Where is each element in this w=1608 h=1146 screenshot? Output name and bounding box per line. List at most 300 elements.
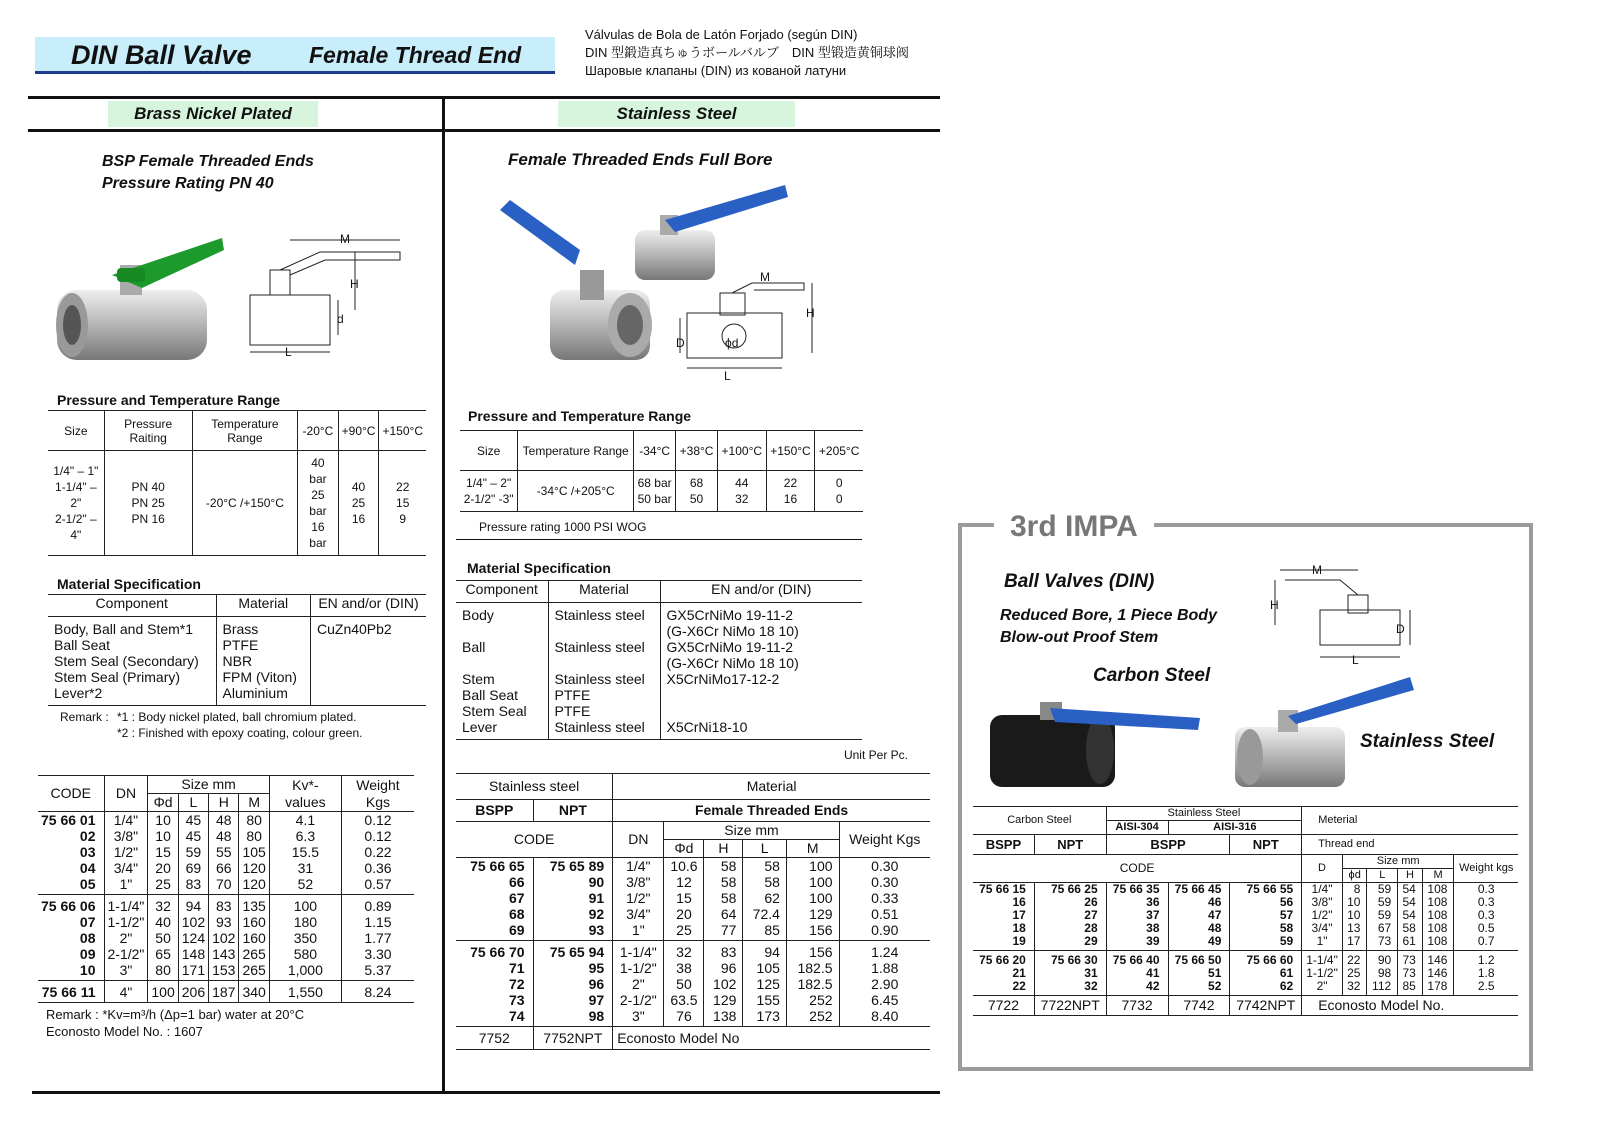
c3-cell [717,471,766,512]
col-header: NPT [533,800,613,822]
text-line: Blow-out Proof Stem [1000,629,1159,646]
col-header: +150°C [379,411,426,451]
table-cell: 75 66 06 [38,895,104,915]
table-cell: 20 [148,860,178,876]
table-cell: 56 [1230,896,1302,909]
table-cell: 58 [743,874,787,890]
table-cell: 45 [178,828,208,844]
table-cell: 85 [743,922,787,941]
table-cell: 0.90 [839,922,930,941]
table-row [38,981,414,1003]
table-cell: 6.45 [839,992,930,1008]
ratings-cell [104,451,192,556]
remark: *1 : Body nickel plated, ball chromium plated. [117,710,357,724]
col-header: ϕd [1342,869,1367,883]
table-cell: 75 66 45 [1168,883,1230,897]
text-line: Brass [222,621,259,637]
table-cell: 6.3 [269,828,341,844]
c2-cell [676,471,718,512]
table-cell: 57 [1230,909,1302,922]
col-header: EN and/or (DIN) [311,595,427,617]
table-row [456,874,930,890]
model-label: Econosto Model No [613,1027,930,1050]
table-cell: 74 [509,1008,525,1024]
table-cell: 93 [209,914,239,930]
text-line: Ball [462,639,486,655]
text-line: 25 bar [309,488,327,518]
dim-label-h: H [806,306,815,320]
carbon-steel-valve-image [985,690,1210,795]
table-cell: 10 [148,828,178,844]
table-row [456,992,930,1008]
table-cell: 39 [1106,935,1168,951]
table-cell: 13 [1342,922,1367,935]
text-line: Reduced Bore, 1 Piece Body [1000,607,1217,624]
table-cell: 17 [1342,935,1367,951]
table-cell: 8.24 [341,981,414,1003]
divider [28,96,940,99]
table-cell: 19 [1012,934,1026,948]
table-cell: 1/4" [613,858,664,875]
table-cell: 1.88 [839,960,930,976]
material-title: Material Specification [57,576,201,592]
text-line: Lever*2 [54,685,103,701]
left-heading [102,151,314,195]
text-line: 22 [396,480,410,494]
table-cell: 182.5 [786,976,839,992]
table-cell: 4" [104,981,148,1003]
table-cell: 90 [1367,951,1398,968]
table-cell: 68 [509,906,525,922]
table-cell: 29 [1034,935,1106,951]
table-cell: 1-1/2" [613,960,664,976]
dim-label-l: L [724,369,731,383]
table-row [973,980,1518,996]
table-cell: 0.36 [341,860,414,876]
model-code: 7742NPT [1230,996,1302,1016]
table-cell: 3" [104,962,148,981]
table-cell: 182.5 [786,960,839,976]
divider [32,1091,940,1094]
col-header: H [209,794,239,812]
table-cell: 48 [1168,922,1230,935]
table-cell: 153 [209,962,239,981]
table-cell: 55 [209,844,239,860]
table-cell: 52 [1168,980,1230,996]
col-header: D [1302,855,1343,883]
table-cell: 72.4 [743,906,787,922]
table-cell: 58 [743,858,787,875]
table-cell: 75 65 94 [533,941,613,961]
table-cell: 100 [786,890,839,906]
title-spanish: Válvulas de Bola de Latón Forjado (según DIN) [585,27,858,42]
table-cell: 09 [79,946,96,962]
table-row [38,962,414,981]
table-cell: 90 [533,874,613,890]
range-cell: -20°C /+150°C [192,451,298,556]
col-header: DN [104,776,148,812]
impa-features [1000,605,1217,649]
table-cell: 252 [786,1008,839,1027]
table-row [456,890,930,906]
table-row [456,906,930,922]
table-cell: 16 [1012,895,1026,909]
table-cell: 3/8" [1302,896,1343,909]
table-cell: 07 [79,914,96,930]
table-cell: 59 [1367,909,1398,922]
remark: *2 : Finished with epoxy coating, colour green. [117,726,363,740]
table-cell: 1.2 [1454,951,1518,968]
impa-code-table [973,806,1518,1016]
middle-pressure-table [460,430,863,512]
table-cell: 73 [1398,951,1423,968]
table-cell: 105 [239,844,269,860]
table-cell: 15.5 [269,844,341,860]
table-cell: 25 [664,922,704,941]
col-header: Stainless steel [456,774,613,800]
table-cell: 32 [148,895,178,915]
table-cell: 75 66 01 [41,812,96,828]
table-cell: 22 [1342,951,1367,968]
table-cell: 05 [79,876,96,892]
table-row [38,812,414,829]
table-cell: 108 [1422,922,1454,935]
text-line: Aluminium [222,685,288,701]
table-cell: 61 [1398,935,1423,951]
table-cell: 580 [269,946,341,962]
table-cell: 0.12 [341,828,414,844]
table-cell: 54 [1398,896,1423,909]
col-header: BSPP [1106,835,1230,855]
middle-material-table [456,580,862,740]
col-header: L [178,794,208,812]
text-line: 15 [396,496,410,510]
text-line: Ball Seat [462,687,519,703]
table-cell: 58 [704,890,743,906]
page-title: DIN Ball Valve [71,40,252,70]
col-header: L [1367,869,1398,883]
col-header: M [786,840,839,858]
text-line: 44 [735,476,749,490]
table-row [38,828,414,844]
table-cell: 02 [79,828,96,844]
sizes-cell [460,471,518,512]
unit-label: Unit Per Pc. [843,748,908,762]
table-cell: 66 [509,874,525,890]
table-cell: 17 [1012,908,1026,922]
table-cell: 75 66 55 [1230,883,1302,897]
table-cell: 40 [148,914,178,930]
full-bore-dimension-diagram [672,268,822,383]
table-cell: 340 [239,981,269,1003]
remark-label: Remark : [60,710,109,724]
kv-remark: Remark : *Kv=m³/h (Δp=1 bar) water at 20°C [46,1007,305,1022]
section-stainless: Stainless Steel [558,101,795,127]
table-cell: 32 [1034,980,1106,996]
middle-heading: Female Threaded Ends Full Bore [508,150,773,169]
text-line: 68 [689,476,704,490]
col-header: Component [456,581,548,603]
text-line: FPM (Viton) [222,669,297,685]
col-header: Component [48,595,216,617]
table-cell: 95 [533,960,613,976]
table-cell: 32 [664,941,704,961]
text-line: Stainless steel [554,607,645,623]
text-line: GX5CrNiMo 19-11-2 [666,639,794,655]
components-cell [48,617,216,706]
text-line: 50 [689,492,704,506]
table-cell: 1-1/4" [1302,951,1343,968]
table-cell: 3/8" [104,828,148,844]
pressure-table [48,410,426,556]
table-cell: 58 [704,858,743,875]
table-cell: 156 [786,922,839,941]
col-header: BSPP [973,835,1034,855]
text-line: 68 bar [637,476,672,490]
table-cell: 160 [239,930,269,946]
table-cell: 5.37 [341,962,414,981]
range-cell: -34°C /+205°C [518,471,634,512]
text-line: PTFE [554,687,591,703]
text-line: Ball Seat [54,637,111,653]
table-cell: 76 [664,1008,704,1027]
col-header: Size [460,431,518,471]
table-cell: 100 [269,895,341,915]
table-cell: 1.8 [1454,967,1518,980]
text-line: PN 16 [131,512,165,526]
table-row [38,946,414,962]
table-cell: 91 [533,890,613,906]
table-cell: 1" [1302,935,1343,951]
col-header: M [1422,869,1454,883]
text-line: 16 [351,512,366,526]
table-cell: 28 [1034,922,1106,935]
table-row [38,914,414,930]
c1-cell [298,451,338,556]
table-cell: 93 [533,922,613,941]
table-cell: 206 [178,981,208,1003]
table-cell: 45 [178,812,208,829]
text-line: Stem [462,671,495,687]
table-cell: 49 [1168,935,1230,951]
materials-cell [216,617,311,706]
table-cell: 100 [148,981,178,1003]
table-cell: 171 [178,962,208,981]
table-cell: 3/4" [1302,922,1343,935]
table-cell: 83 [209,895,239,915]
model-code: 7752 [456,1027,533,1050]
table-cell: 0.22 [341,844,414,860]
table-row [456,960,930,976]
table-cell: 10 [1342,909,1367,922]
text-line: 16 [783,492,798,506]
col-header: Φd [664,840,704,858]
divider [456,539,862,540]
table-cell: 26 [1034,896,1106,909]
table-cell: 10 [79,962,96,978]
heading-line: Pressure Rating PN 40 [102,175,274,192]
table-cell: 27 [1034,909,1106,922]
col-header: Carbon Steel [973,807,1106,835]
table-cell: 59 [1230,935,1302,951]
table-cell: 102 [178,914,208,930]
table-cell: 8 [1342,883,1367,897]
table-cell: 75 66 65 [470,858,525,874]
table-cell: 1/2" [613,890,664,906]
table-cell: 72 [509,976,525,992]
table-cell: 31 [1034,967,1106,980]
table-cell: 51 [1168,967,1230,980]
table-cell: 105 [743,960,787,976]
table-cell: 94 [743,941,787,961]
table-cell: 1.24 [839,941,930,961]
col-header: Weight kgs [1454,855,1518,883]
text-line: 1/4" – 1" [53,464,99,478]
table-row [38,895,414,915]
table-cell: 3/8" [613,874,664,890]
table-cell: 32 [1342,980,1367,996]
col-header: Temperature Range [518,431,634,471]
dim-label-d: D [1396,622,1405,636]
text-line: 50 bar [637,492,672,506]
table-cell: 75 66 30 [1034,951,1106,968]
table-cell: 75 66 60 [1230,951,1302,968]
divider [442,96,445,1093]
table-cell: 38 [1106,922,1168,935]
text-line: 40 [351,480,366,494]
text-line: Stainless steel [554,639,645,655]
table-row [38,860,414,876]
table-cell: 135 [239,895,269,915]
model-number: Econosto Model No. : 1607 [46,1024,203,1039]
table-cell: 1-1/2" [1302,967,1343,980]
middle-column [456,408,930,1050]
table-row [38,930,414,946]
col-header: CODE [456,822,613,858]
table-cell: 129 [704,992,743,1008]
section-brass: Brass Nickel Plated [108,101,318,127]
table-cell: 64 [704,906,743,922]
table-cell: 75 66 11 [38,981,104,1003]
table-cell: 12 [664,874,704,890]
table-cell: 50 [148,930,178,946]
table-cell: 54 [1398,909,1423,922]
components-cell [456,603,548,740]
table-cell: 83 [704,941,743,961]
table-cell: 173 [743,1008,787,1027]
text-line: Stainless steel [554,719,645,735]
model-code: 7722 [973,996,1034,1016]
table-cell: 180 [269,914,341,930]
text-line: GX5CrNiMo 19-11-2 [666,607,794,623]
col-header: -34°C [634,431,676,471]
table-cell: 0.3 [1454,883,1518,897]
table-cell: 48 [209,828,239,844]
col-header: Pressure Raiting [104,411,192,451]
table-row [973,883,1518,897]
table-cell: 2-1/2" [104,946,148,962]
table-row [973,951,1518,968]
text-line: 40 bar [309,456,327,486]
text-line: 1/4" – 2" [466,476,512,490]
table-cell: 138 [704,1008,743,1027]
table-cell: 0.12 [341,812,414,829]
table-cell: 3" [613,1008,664,1027]
table-cell: 62 [743,890,787,906]
table-cell: 102 [209,930,239,946]
table-cell: 80 [148,962,178,981]
table-cell: 70 [209,876,239,895]
table-cell: 1-1/4" [104,895,148,915]
divider [28,129,940,132]
table-cell: 350 [269,930,341,946]
col-header: Meterial [1302,807,1518,835]
table-cell: 15 [148,844,178,860]
table-cell: 59 [178,844,208,860]
table-cell: 69 [178,860,208,876]
table-cell: 108 [1422,883,1454,897]
text-line: Stem Seal (Secondary) [54,653,199,669]
table-cell: 80 [239,828,269,844]
col-header: Temperature Range [192,411,298,451]
table-cell: 67 [509,890,525,906]
table-cell: 178 [1422,980,1454,996]
table-cell: 58 [704,874,743,890]
table-cell: 25 [148,876,178,895]
pressure-title: Pressure and Temperature Range [57,392,281,408]
table-cell: 10.6 [664,858,704,875]
table-cell: 48 [209,812,239,829]
col-header: Size mm [1342,855,1454,869]
table-cell: 62 [1230,980,1302,996]
table-cell: 120 [239,860,269,876]
c5-cell [815,471,863,512]
table-cell: 98 [533,1008,613,1027]
table-cell: 1/2" [104,844,148,860]
dim-label-m: M [760,270,770,284]
model-label: Econosto Model No. [1302,996,1518,1016]
dim-label-h: H [350,277,359,291]
table-cell: 42 [1106,980,1168,996]
table-cell: 37 [1106,909,1168,922]
table-cell: 20 [664,906,704,922]
table-cell: 38 [664,960,704,976]
table-cell: 108 [1422,909,1454,922]
model-code: 7722NPT [1034,996,1106,1016]
table-cell: 0.89 [341,895,414,915]
table-cell: 0.33 [839,890,930,906]
model-code: 7742 [1168,996,1230,1016]
col-header: NPT [1034,835,1106,855]
table-cell: 0.3 [1454,896,1518,909]
stainless-steel-label: Stainless Steel [1360,731,1495,752]
col-header: Kv*- values [269,776,341,812]
table-cell: 75 66 15 [979,882,1026,896]
table-cell: 08 [79,930,96,946]
table-cell: 73 [1367,935,1398,951]
text-line: (G-X6Cr NiMo 18 10) [666,655,799,671]
table-cell: 120 [239,876,269,895]
col-header: Size mm [664,822,839,840]
table-cell: 59 [1367,883,1398,897]
text-line: PTFE [554,703,591,719]
table-cell: 2-1/2" [613,992,664,1008]
dim-label-m: M [1312,563,1322,577]
title-russian: Шаровые клапаны (DIN) из кованой латуни [585,63,847,78]
table-cell: 129 [786,906,839,922]
table-cell: 52 [269,876,341,895]
table-cell: 0.30 [839,874,930,890]
